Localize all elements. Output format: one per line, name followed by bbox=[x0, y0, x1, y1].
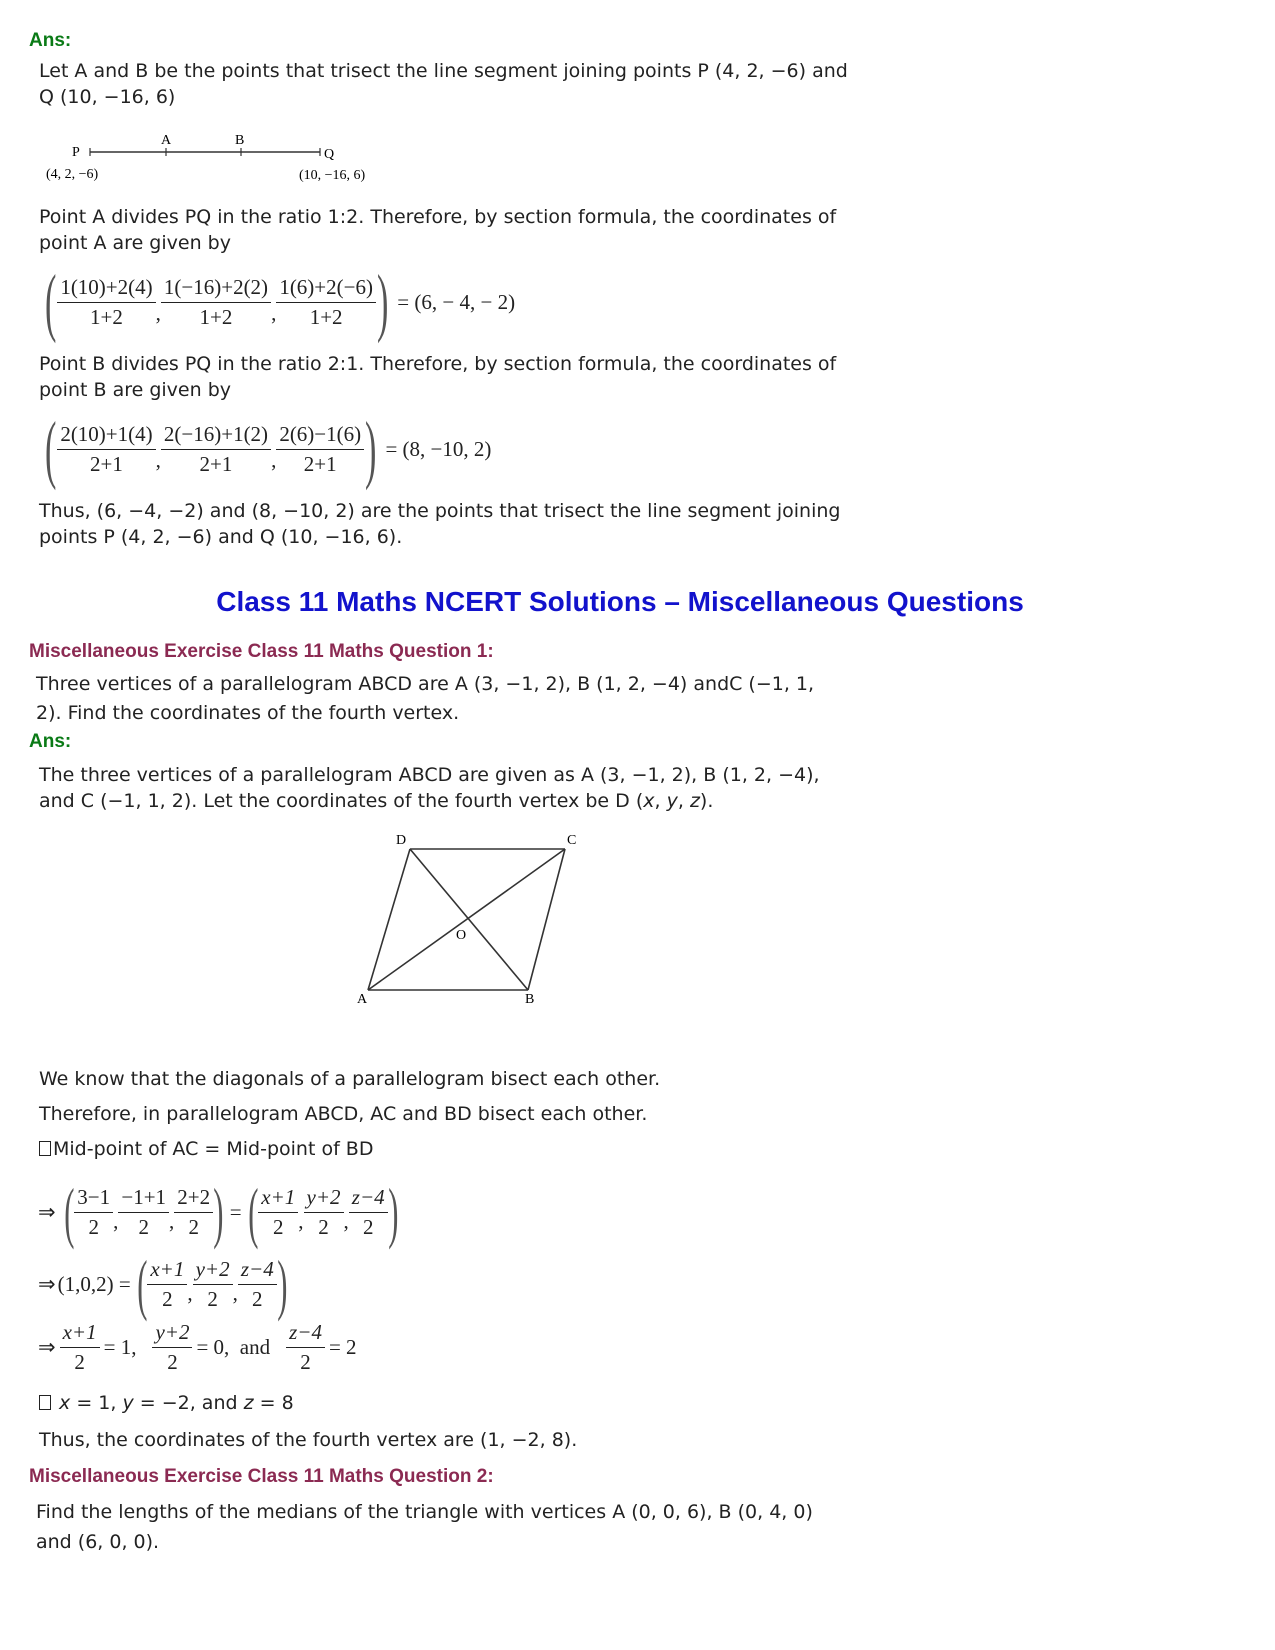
fraction-b-z: $\frac{2(6)-1(6)}{2+1}$ bbox=[276, 422, 364, 477]
fraction-a-x: $\frac{1(10)+2(4)}{1+2}$ bbox=[57, 275, 155, 330]
vertex-d-label: D bbox=[396, 833, 407, 848]
question-2-line-2: and (6, 0, 0). bbox=[36, 1531, 160, 1553]
point-a-line-1: Point A divides PQ in the ratio 1:2. Therefore, by section formula, the coordinates of bbox=[39, 206, 837, 228]
implies-arrow: ⇒ bbox=[38, 1199, 56, 1224]
implies-arrow: ⇒ bbox=[38, 1335, 56, 1359]
intro-line-1: Let A and B be the points that trisect the line segment joining points P (4, 2, −6) and bbox=[39, 60, 848, 82]
answer-label: Ans: bbox=[29, 731, 72, 752]
point-b-line-2: point B are given by bbox=[39, 379, 231, 401]
midpoint-equation: ⇒ ( $\frac{3-1}{2}$ , $\frac{-1+1}{2}$ , $\frac{2+2}{2}$ ) = ( $\frac{x+1}{2}$ , $\frac{y+2}{2}$ , $\frac{z-4}{2}$ ) bbox=[38, 1174, 399, 1250]
point-b-result: = (8, −10, 2) bbox=[385, 436, 492, 461]
midpoint-value: (1,0,2) = bbox=[57, 1271, 131, 1296]
fraction-b-y: $\frac{2(-16)+1(2)}{2+1}$ bbox=[161, 422, 271, 477]
fraction-a-z: $\frac{1(6)+2(-6)}{1+2}$ bbox=[276, 275, 376, 330]
question-1-heading: Miscellaneous Exercise Class 11 Maths Question 1: bbox=[29, 641, 494, 662]
point-b-line-1: Point B divides PQ in the ratio 2:1. Therefore, by section formula, the coordinates of bbox=[39, 353, 837, 375]
diagonal-bd bbox=[410, 849, 528, 990]
missing-glyph-box bbox=[39, 1141, 51, 1156]
label-q: Q bbox=[324, 147, 335, 162]
midpoint-value-equation: ⇒ (1,0,2) = ( $\frac{x+1}{2}$ , $\frac{y+2}{2}$ , $\frac{z-4}{2}$ ) bbox=[38, 1246, 288, 1322]
right-paren: ) bbox=[365, 407, 377, 491]
fraction-b-x: $\frac{2(10)+1(4)}{2+1}$ bbox=[57, 422, 155, 477]
question-1-line-1: Three vertices of a parallelogram ABCD are A (3, −1, 2), B (1, 2, −4) andC (−1, 1, bbox=[36, 673, 815, 695]
intro-line-2: Q (10, −16, 6) bbox=[39, 86, 176, 108]
parallelogram-figure bbox=[350, 825, 590, 1010]
label-a: A bbox=[161, 133, 172, 148]
intro-paragraph bbox=[39, 58, 939, 110]
section-title: Class 11 Maths NCERT Solutions – Miscellaneous Questions bbox=[216, 586, 1024, 617]
side-ad bbox=[368, 849, 410, 990]
side-bc bbox=[528, 849, 565, 990]
vertex-b-label: B bbox=[525, 992, 535, 1007]
question-1-line-2: 2). Find the coordinates of the fourth vertex. bbox=[36, 702, 460, 724]
left-paren: ( bbox=[44, 260, 57, 344]
conclusion-fourth-vertex: Thus, the coordinates of the fourth vertex are (1, −2, 8). bbox=[39, 1429, 578, 1451]
vertex-c-label: C bbox=[567, 833, 577, 848]
q-coordinates: (10, −16, 6) bbox=[299, 168, 366, 183]
solution-1-line-1: The three vertices of a parallelogram ABCD are given as A (3, −1, 2), B (1, 2, −4), bbox=[39, 764, 820, 786]
diagonal-ac bbox=[368, 849, 565, 990]
conclusion-line-1: Thus, (6, −4, −2) and (8, −10, 2) are the points that trisect the line segment joining bbox=[39, 500, 841, 522]
point-a-line-2: point A are given by bbox=[39, 232, 231, 254]
point-a-result: = (6, − 4, − 2) bbox=[397, 289, 516, 314]
point-b-paragraph bbox=[39, 351, 939, 403]
answer-label: Ans: bbox=[29, 30, 72, 51]
line-segment-figure bbox=[40, 125, 400, 187]
solution-values: x = 1, y = −2, and z = 8 bbox=[39, 1390, 294, 1416]
left-paren: ( bbox=[44, 407, 57, 491]
center-o-label: O bbox=[456, 928, 467, 943]
point-a-formula: ( $\frac{1(10)+2(4)}{1+2}$ , $\frac{1(-16)+2(2)}{1+2}$ , $\frac{1(6)+2(-6)}{1+2}$ ) = (6, − 4, − 2) bbox=[44, 260, 516, 344]
point-b-formula: ( $\frac{2(10)+1(4)}{2+1}$ , $\frac{2(-16)+1(2)}{2+1}$ , $\frac{2(6)-1(6)}{2+1}$ ) = (8, −10, 2) bbox=[44, 407, 492, 491]
question-2-text bbox=[36, 1497, 936, 1557]
solution-1-line-2: and C (−1, 1, 2). Let the coordinates of the fourth vertex be D (x, y, z). bbox=[39, 790, 714, 812]
vertex-a-label: A bbox=[357, 992, 368, 1007]
question-2-line-1: Find the lengths of the medians of the triangle with vertices A (0, 0, 6), B (0, 4, 0) bbox=[36, 1501, 813, 1523]
missing-glyph-box bbox=[39, 1395, 51, 1410]
component-equations: ⇒ $\frac{x+1}{2}$ = 1, $\frac{y+2}{2}$ = 0, and $\frac{z-4}{2}$ = 2 bbox=[38, 1320, 357, 1374]
implies-arrow: ⇒ bbox=[38, 1271, 56, 1296]
fraction-a-y: $\frac{1(-16)+2(2)}{1+2}$ bbox=[161, 275, 271, 330]
p-coordinates: (4, 2, −6) bbox=[46, 167, 99, 182]
reasoning-line-1: We know that the diagonals of a parallelogram bisect each other. bbox=[39, 1068, 661, 1090]
point-a-paragraph bbox=[39, 204, 939, 256]
reasoning-line-3: Mid-point of AC = Mid-point of BD bbox=[39, 1136, 373, 1162]
question-1-text bbox=[36, 670, 936, 728]
conclusion-line-2: points P (4, 2, −6) and Q (10, −16, 6). bbox=[39, 526, 403, 548]
reasoning-line-2: Therefore, in parallelogram ABCD, AC and BD bisect each other. bbox=[39, 1103, 648, 1125]
right-paren: ) bbox=[376, 260, 389, 344]
conclusion-paragraph bbox=[39, 498, 939, 550]
question-2-heading: Miscellaneous Exercise Class 11 Maths Question 2: bbox=[29, 1466, 494, 1487]
label-b: B bbox=[235, 133, 245, 148]
solution-1-intro bbox=[39, 762, 939, 814]
label-p: P bbox=[72, 145, 80, 160]
